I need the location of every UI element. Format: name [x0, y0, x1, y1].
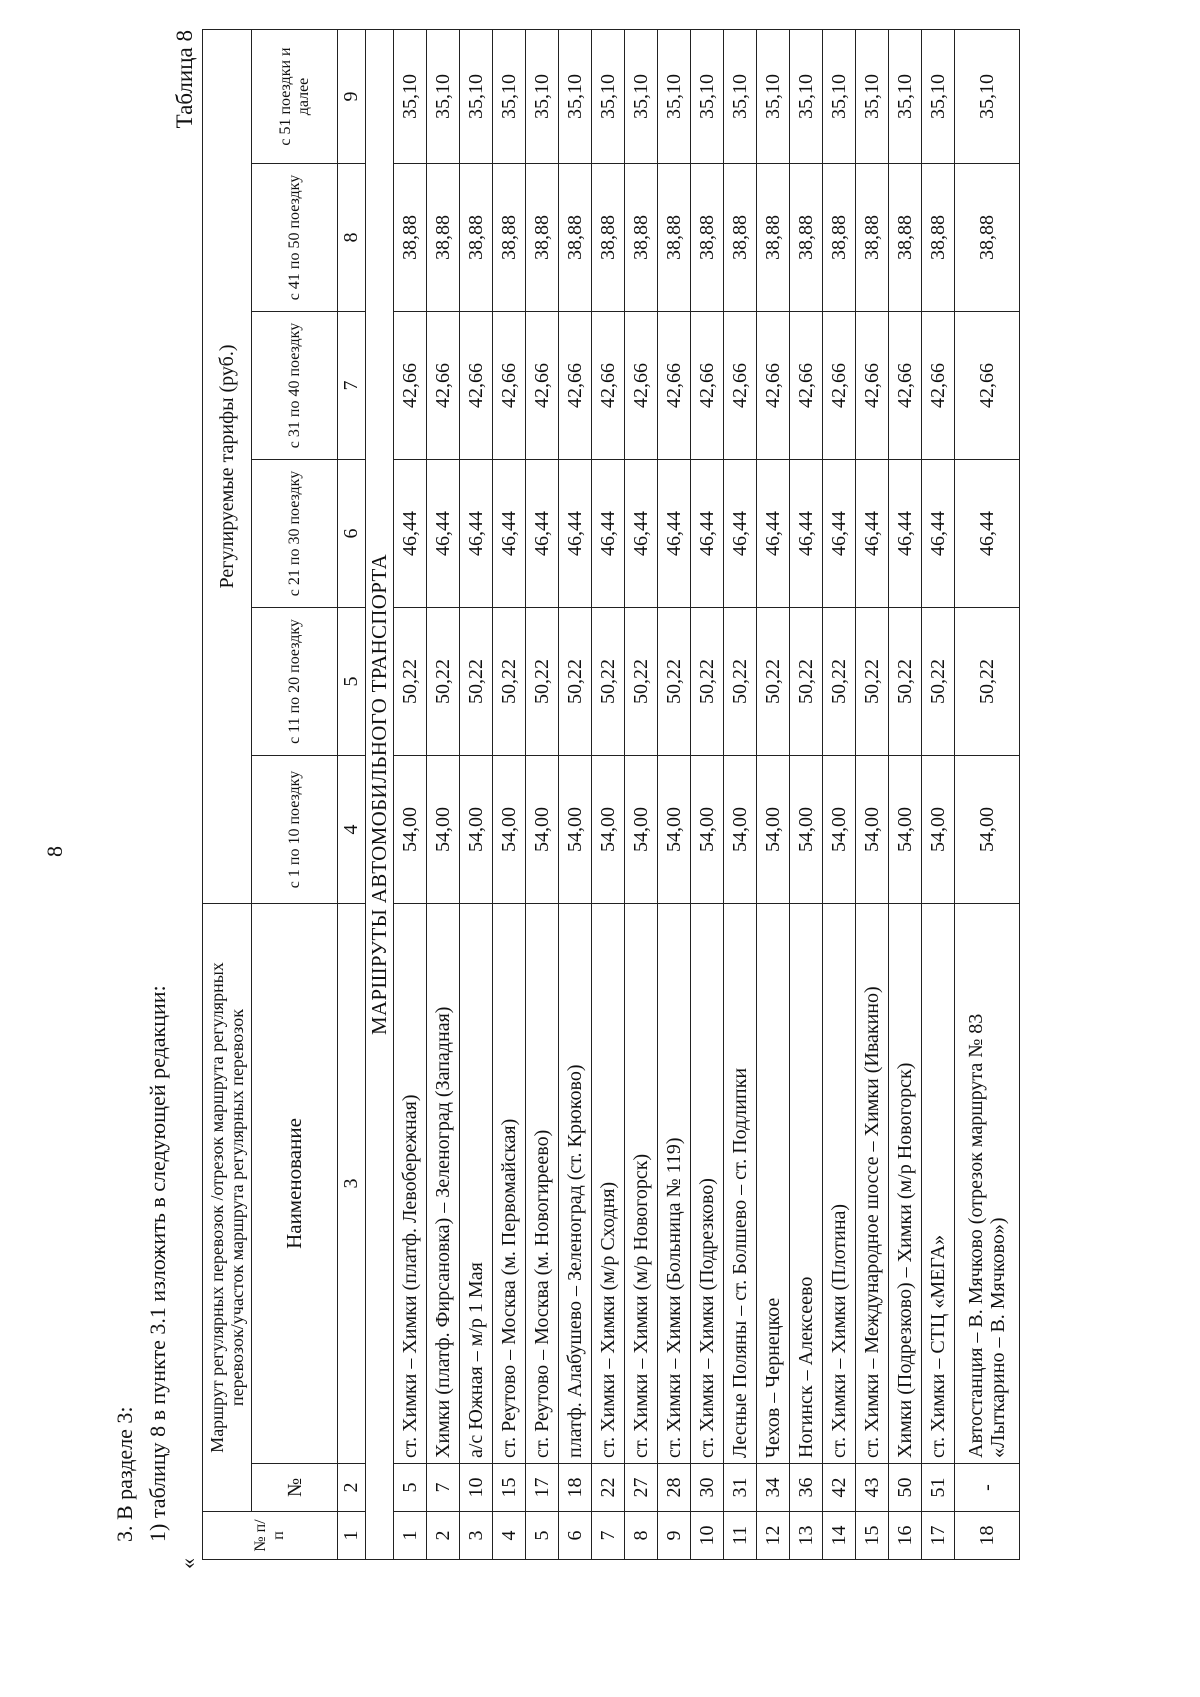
tariff-value: 35,10 — [757, 30, 790, 164]
route-number: 17 — [526, 1464, 559, 1512]
instruction-text: 1) таблицу 8 в пункте 3.1 изложить в следующей редакции: — [145, 985, 170, 1542]
table-row — [724, 30, 757, 1560]
tariff-value: 38,88 — [856, 164, 889, 312]
tariff-value: 54,00 — [625, 756, 658, 904]
tariff-value: 54,00 — [526, 756, 559, 904]
tariff-value: 46,44 — [724, 460, 757, 608]
route-number: 42 — [823, 1464, 856, 1512]
column-number: 8 — [338, 164, 365, 312]
tariff-value: 35,10 — [955, 30, 1020, 164]
opening-quote-mark: « — [175, 1558, 200, 1569]
route-number: 30 — [691, 1464, 724, 1512]
table-row — [790, 30, 823, 1560]
tariff-value: 54,00 — [757, 756, 790, 904]
table-row — [394, 30, 427, 1560]
tariff-value: 50,22 — [856, 608, 889, 756]
tariff-value: 50,22 — [757, 608, 790, 756]
tariff-value: 38,88 — [493, 164, 526, 312]
table-rows — [394, 30, 1020, 1560]
tariff-value: 50,22 — [559, 608, 592, 756]
row-number: 17 — [922, 1512, 955, 1560]
route-number: 7 — [427, 1464, 460, 1512]
tariff-value: 38,88 — [724, 164, 757, 312]
row-number: 8 — [625, 1512, 658, 1560]
tariff-value: 35,10 — [922, 30, 955, 164]
tariff-value: 35,10 — [460, 30, 493, 164]
tariff-value: 38,88 — [658, 164, 691, 312]
tariff-value: 38,88 — [823, 164, 856, 312]
tariff-value: 54,00 — [823, 756, 856, 904]
table-row — [823, 30, 856, 1560]
header-tariff-2: с 11 по 20 поездку — [252, 608, 338, 756]
column-number: 5 — [338, 608, 365, 756]
tariff-value: 42,66 — [592, 312, 625, 460]
column-number: 4 — [338, 756, 365, 904]
tariff-value: 35,10 — [691, 30, 724, 164]
route-number: 51 — [922, 1464, 955, 1512]
header-route-no: № — [252, 1464, 338, 1512]
header-tariff-3: с 21 по 30 поездку — [252, 460, 338, 608]
tariff-value: 42,66 — [922, 312, 955, 460]
tariff-value: 50,22 — [592, 608, 625, 756]
column-number: 3 — [338, 904, 365, 1464]
tariff-value: 35,10 — [856, 30, 889, 164]
column-numbers-row — [338, 30, 365, 1560]
route-name: ст. Химки – Химки (м/р Новогорск) — [625, 904, 658, 1464]
route-number: 50 — [889, 1464, 922, 1512]
row-number: 15 — [856, 1512, 889, 1560]
tariff-value: 46,44 — [658, 460, 691, 608]
tariff-value: 50,22 — [724, 608, 757, 756]
column-number: 9 — [338, 30, 365, 164]
tariff-value: 42,66 — [955, 312, 1020, 460]
header-tariff-5: с 41 по 50 поездку — [252, 164, 338, 312]
header-tariff-6: с 51 поездки и далее — [252, 30, 338, 164]
row-number: 9 — [658, 1512, 691, 1560]
tariff-value: 35,10 — [889, 30, 922, 164]
tariff-value: 54,00 — [394, 756, 427, 904]
row-number: 16 — [889, 1512, 922, 1560]
header-route-group: Маршрут регулярных перевозок /отрезок маршрута регулярных перевозок/участок маршрута регулярных перевозок — [203, 904, 252, 1512]
row-number: 3 — [460, 1512, 493, 1560]
tariff-table — [202, 29, 1020, 1560]
route-number: 18 — [559, 1464, 592, 1512]
row-number: 6 — [559, 1512, 592, 1560]
table-row — [559, 30, 592, 1560]
route-number: 31 — [724, 1464, 757, 1512]
tariff-value: 42,66 — [757, 312, 790, 460]
route-number: 43 — [856, 1464, 889, 1512]
route-number: 15 — [493, 1464, 526, 1512]
tariff-value: 42,66 — [790, 312, 823, 460]
tariff-value: 54,00 — [724, 756, 757, 904]
tariff-value: 50,22 — [394, 608, 427, 756]
tariff-value: 54,00 — [559, 756, 592, 904]
tariff-value: 46,44 — [691, 460, 724, 608]
table-caption: Таблица 8 — [172, 30, 197, 129]
tariff-value: 35,10 — [823, 30, 856, 164]
tariff-value: 50,22 — [790, 608, 823, 756]
tariff-value: 38,88 — [625, 164, 658, 312]
tariff-value: 35,10 — [724, 30, 757, 164]
tariff-value: 46,44 — [757, 460, 790, 608]
tariff-value: 50,22 — [427, 608, 460, 756]
table-row — [625, 30, 658, 1560]
route-name: ст. Реутово – Москва (м. Первомайская) — [493, 904, 526, 1464]
route-name: ст. Химки – Международное шоссе – Химки (Ивакино) — [856, 904, 889, 1464]
tariff-value: 46,44 — [394, 460, 427, 608]
row-number: 4 — [493, 1512, 526, 1560]
column-number: 1 — [338, 1512, 365, 1560]
tariff-value: 50,22 — [625, 608, 658, 756]
tariff-value: 46,44 — [922, 460, 955, 608]
tariff-value: 54,00 — [922, 756, 955, 904]
route-name: Химки (Подрезково) – Химки (м/р Новогорск) — [889, 904, 922, 1464]
route-name: платф. Алабушево – Зеленоград (ст. Крюково) — [559, 904, 592, 1464]
table-row — [592, 30, 625, 1560]
tariff-value: 54,00 — [691, 756, 724, 904]
tariff-value: 46,44 — [823, 460, 856, 608]
route-number: 34 — [757, 1464, 790, 1512]
table-row — [691, 30, 724, 1560]
row-number: 10 — [691, 1512, 724, 1560]
tariff-value: 38,88 — [526, 164, 559, 312]
tariff-value: 35,10 — [790, 30, 823, 164]
route-number: 5 — [394, 1464, 427, 1512]
row-number: 18 — [955, 1512, 1020, 1560]
column-number: 7 — [338, 312, 365, 460]
table-row — [922, 30, 955, 1560]
tariff-value: 42,66 — [724, 312, 757, 460]
row-number: 1 — [394, 1512, 427, 1560]
tariff-value: 38,88 — [394, 164, 427, 312]
tariff-value: 38,88 — [757, 164, 790, 312]
tariff-value: 50,22 — [955, 608, 1020, 756]
header-tariff-1: с 1 по 10 поездку — [252, 756, 338, 904]
tariff-value: 42,66 — [889, 312, 922, 460]
route-name: ст. Химки – Химки (платф. Левобережная) — [394, 904, 427, 1464]
route-name: ст. Химки – Химки (Плотина) — [823, 904, 856, 1464]
tariff-value: 46,44 — [790, 460, 823, 608]
tariff-value: 42,66 — [856, 312, 889, 460]
tariff-value: 38,88 — [592, 164, 625, 312]
tariff-value: 46,44 — [427, 460, 460, 608]
tariff-value: 38,88 — [955, 164, 1020, 312]
route-name: Ногинск – Алексеево — [790, 904, 823, 1464]
route-name: Химки (платф. Фирсановка) – Зеленоград (Западная) — [427, 904, 460, 1464]
tariff-value: 42,66 — [559, 312, 592, 460]
section-title: 3. В разделе 3: — [112, 1406, 137, 1542]
tariff-value: 42,66 — [394, 312, 427, 460]
table-row — [658, 30, 691, 1560]
tariff-value: 35,10 — [559, 30, 592, 164]
tariff-value: 42,66 — [427, 312, 460, 460]
tariff-value: 42,66 — [460, 312, 493, 460]
tariff-value: 50,22 — [889, 608, 922, 756]
tariff-value: 46,44 — [856, 460, 889, 608]
tariff-value: 35,10 — [526, 30, 559, 164]
tariff-value: 42,66 — [823, 312, 856, 460]
tariff-value: 42,66 — [625, 312, 658, 460]
tariff-value: 38,88 — [922, 164, 955, 312]
tariff-value: 50,22 — [526, 608, 559, 756]
tariff-value: 38,88 — [889, 164, 922, 312]
route-name: Чехов – Чернецкое — [757, 904, 790, 1464]
tariff-value: 50,22 — [658, 608, 691, 756]
page-number: 8 — [42, 846, 67, 857]
tariff-value: 35,10 — [427, 30, 460, 164]
table-row — [856, 30, 889, 1560]
route-number: 36 — [790, 1464, 823, 1512]
tariff-value: 54,00 — [460, 756, 493, 904]
route-name: ст. Химки – СТЦ «МЕГА» — [922, 904, 955, 1464]
table-row — [955, 30, 1020, 1560]
table-row — [889, 30, 922, 1560]
header-route-name: Наименование — [252, 904, 338, 1464]
table-row — [493, 30, 526, 1560]
route-name: ст. Реутово – Москва (м. Новогиреево) — [526, 904, 559, 1464]
tariff-value: 54,00 — [955, 756, 1020, 904]
route-name: Лесные Поляны – ст. Болшево – ст. Подлипки — [724, 904, 757, 1464]
tariff-value: 50,22 — [493, 608, 526, 756]
tariff-value: 46,44 — [625, 460, 658, 608]
table-row — [460, 30, 493, 1560]
table-row — [757, 30, 790, 1560]
table-row — [526, 30, 559, 1560]
tariff-value: 46,44 — [955, 460, 1020, 608]
tariff-value: 54,00 — [889, 756, 922, 904]
tariff-value: 54,00 — [658, 756, 691, 904]
tariff-value: 42,66 — [526, 312, 559, 460]
tariff-value: 38,88 — [559, 164, 592, 312]
column-number: 6 — [338, 460, 365, 608]
tariff-value: 54,00 — [493, 756, 526, 904]
row-number: 2 — [427, 1512, 460, 1560]
section-row-label: МАРШРУТЫ АВТОМОБИЛЬНОГО ТРАНСПОРТА — [365, 30, 394, 1560]
route-number: - — [955, 1464, 1020, 1512]
row-number: 12 — [757, 1512, 790, 1560]
route-name: а/с Южная – м/р 1 Мая — [460, 904, 493, 1464]
tariff-value: 46,44 — [559, 460, 592, 608]
route-name: ст. Химки – Химки (м/р Сходня) — [592, 904, 625, 1464]
tariff-value: 42,66 — [691, 312, 724, 460]
tariff-value: 46,44 — [460, 460, 493, 608]
tariff-value: 35,10 — [394, 30, 427, 164]
route-number: 10 — [460, 1464, 493, 1512]
tariff-value: 50,22 — [922, 608, 955, 756]
header-no-pp: № п/п — [203, 1512, 338, 1560]
route-number: 27 — [625, 1464, 658, 1512]
row-number: 13 — [790, 1512, 823, 1560]
tariff-value: 42,66 — [658, 312, 691, 460]
tariff-value: 38,88 — [691, 164, 724, 312]
tariff-value: 38,88 — [460, 164, 493, 312]
tariff-value: 50,22 — [823, 608, 856, 756]
column-number: 2 — [338, 1464, 365, 1512]
section-row — [365, 30, 394, 1560]
header-tariffs-group: Регулируемые тарифы (руб.) — [203, 30, 252, 904]
tariff-value: 54,00 — [427, 756, 460, 904]
tariff-value: 46,44 — [889, 460, 922, 608]
route-name: ст. Химки – Химки (Подрезково) — [691, 904, 724, 1464]
tariff-value: 54,00 — [856, 756, 889, 904]
tariff-value: 35,10 — [493, 30, 526, 164]
header-tariff-4: с 31 по 40 поездку — [252, 312, 338, 460]
route-name: ст. Химки – Химки (Больница № 119) — [658, 904, 691, 1464]
tariff-value: 46,44 — [592, 460, 625, 608]
tariff-value: 35,10 — [658, 30, 691, 164]
tariff-value: 50,22 — [460, 608, 493, 756]
row-number: 11 — [724, 1512, 757, 1560]
route-number: 22 — [592, 1464, 625, 1512]
tariff-value: 35,10 — [592, 30, 625, 164]
tariff-value: 54,00 — [790, 756, 823, 904]
row-number: 7 — [592, 1512, 625, 1560]
tariff-value: 38,88 — [427, 164, 460, 312]
tariff-value: 46,44 — [526, 460, 559, 608]
tariff-value: 35,10 — [625, 30, 658, 164]
tariff-value: 42,66 — [493, 312, 526, 460]
tariff-value: 54,00 — [592, 756, 625, 904]
route-name: Автостанция – В. Мячково (отрезок маршрута № 83 «Лыткарино – В. Мячково») — [955, 904, 1020, 1464]
table-row — [427, 30, 460, 1560]
tariff-value: 38,88 — [790, 164, 823, 312]
row-number: 5 — [526, 1512, 559, 1560]
row-number: 14 — [823, 1512, 856, 1560]
tariff-value: 50,22 — [691, 608, 724, 756]
tariff-value: 46,44 — [493, 460, 526, 608]
route-number: 28 — [658, 1464, 691, 1512]
